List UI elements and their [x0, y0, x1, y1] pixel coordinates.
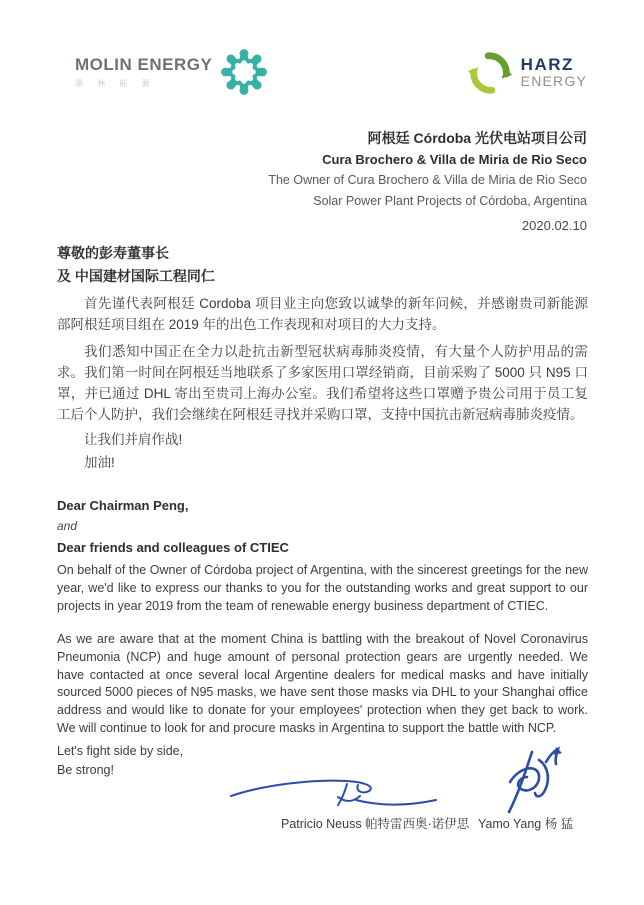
letter-date: 2020.02.10 — [521, 218, 587, 233]
molin-wordmark — [75, 55, 212, 89]
project-line: Solar Power Plant Projects of Córdoba, Argentina — [313, 194, 587, 208]
signer-name-patricio: Patricio Neuss 帕特雷西奥·诺伊思 — [281, 817, 470, 831]
cn-salutation-line1: 尊敬的彭寿董事长 — [57, 245, 169, 261]
harz-wordmark — [521, 57, 587, 89]
cn-slogans — [57, 428, 182, 474]
harz-name-text: HARZ — [520, 55, 574, 74]
en-closing-line2: Be strong! — [57, 762, 114, 777]
en-closing-line1: Let's fight side by side, — [57, 744, 184, 758]
en-salutation-and: and — [57, 519, 78, 533]
en-paragraph-2: As we are aware that at the moment China is battling with the breakout of Novel Coronavirus Pneumonia (NCP) and huge amount of personal protection gears are urgently needed. We have contacted at once several local Argentine dealers for medical masks and have initially sourced 5000 pieces of N95 masks, we have sent those masks via DHL to your Shanghai office address and would like to donate for your employees' protection when they get back to work. We will continue to look for and procure masks in Argentina to support the battle with NCP. — [57, 632, 588, 735]
cn-slogan-line2: 加油! — [84, 455, 115, 470]
en-salutation-line2: Dear friends and colleagues of CTIEC — [57, 540, 289, 555]
molin-energy-logo — [75, 46, 270, 98]
signature-patricio-neuss — [228, 772, 442, 816]
signer-name-yamo: Yamo Yang 杨 猛 — [478, 817, 574, 831]
molin-name-text: MOLIN ENERGY — [75, 55, 213, 74]
cn-salutation-line2: 及 中国建材国际工程同仁 — [57, 268, 215, 284]
en-salutation — [57, 495, 289, 558]
molin-chinese-text: 墨 林 能 源 — [75, 79, 156, 88]
en-salutation-line1: Dear Chairman Peng, — [57, 498, 189, 513]
en-closing — [57, 742, 183, 779]
logos-row — [75, 46, 587, 98]
harz-energy-logo — [467, 50, 587, 96]
harz-sub-text: ENERGY — [520, 73, 587, 89]
letterhead-block — [268, 128, 587, 212]
company-name-cn: 阿根廷 Córdoba 光伏电站项目公司 — [367, 130, 587, 146]
signature-yamo-yang — [492, 746, 564, 818]
company-name-en: Cura Brochero & Villa de Miria de Rio Seco — [322, 152, 587, 167]
cn-slogan-line1: 让我们并肩作战! — [84, 432, 183, 447]
owner-line: The Owner of Cura Brochero & Villa de Miria de Rio Seco — [268, 173, 587, 187]
cn-salutation — [57, 242, 215, 288]
molin-circle-icon — [218, 46, 270, 98]
cn-paragraph-2: 我们悉知中国正在全力以赴抗击新型冠状病毒肺炎疫情，有大量个人防护用品的需求。我们第一时间在阿根廷当地联系了多家医用口罩经销商，目前采购了 5000 只 N95 口罩，并已通过 DHL 寄出至贵司上海办公室。我们希望将这些口罩赠予贵公司用于员工复工后个人防护，我们会继续在阿根廷寻找并采购口罩，支持中国抗击新冠病毒肺炎疫情。 — [57, 344, 588, 422]
cn-paragraph-1: 首先谨代表阿根廷 Cordoba 项目业主向您致以诚挚的新年问候，并感谢贵司新能源部阿根廷项目组在 2019 年的出色工作表现和对项目的大力支持。 — [57, 296, 588, 332]
en-paragraph-1: On behalf of the Owner of Córdoba project of Argentina, with the sincerest greetings for the new year, we'd like to express our thanks to you for the outstanding works and great support to our projects in year 2019 from the team of renewable energy business department of CTIEC. — [57, 563, 588, 613]
harz-recycle-icon — [467, 50, 513, 96]
